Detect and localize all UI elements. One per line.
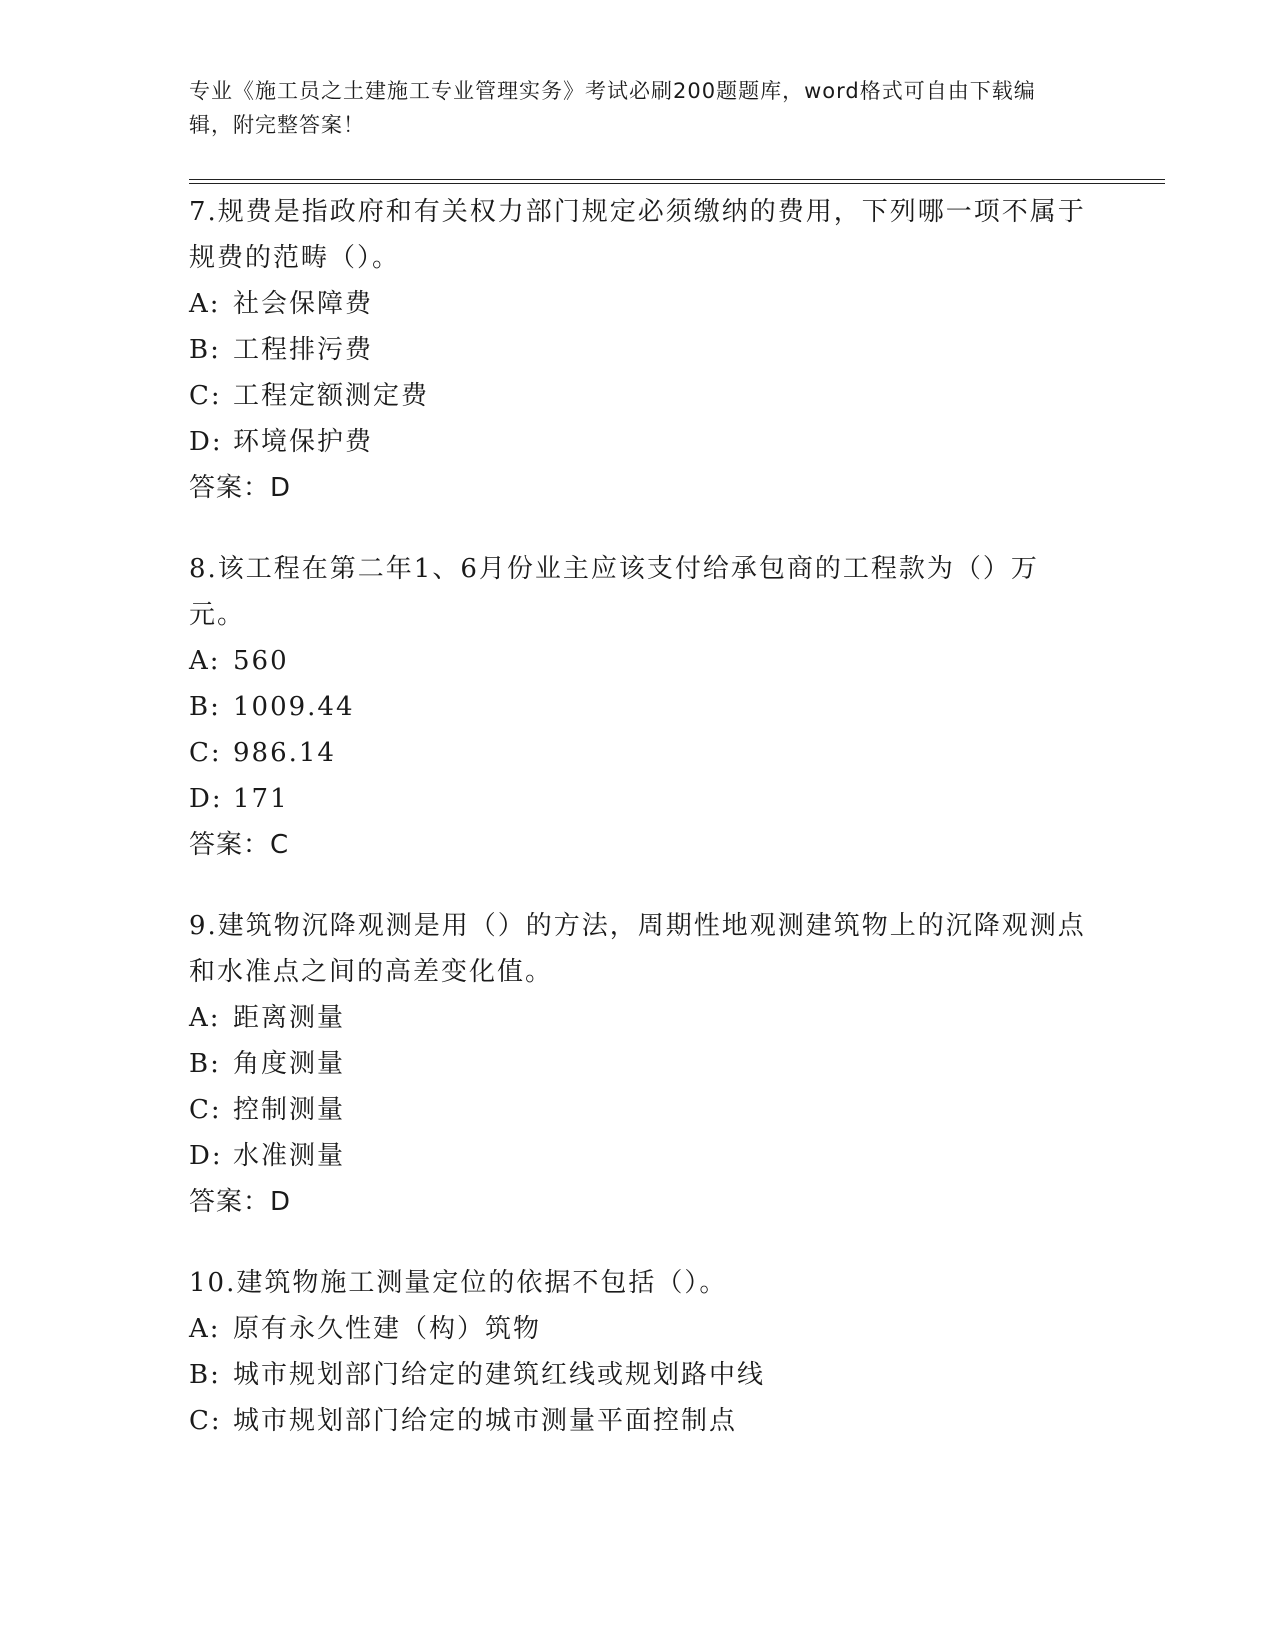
option-c	[189, 1087, 1089, 1133]
header-divider-line	[189, 179, 1165, 180]
option-b	[189, 1041, 1089, 1087]
question-stem: 7.规费是指政府和有关权力部门规定必须缴纳的费用，下列哪一项不属于规费的范畴（）。	[189, 197, 1086, 273]
option-key: C:	[189, 381, 222, 411]
option-text: 工程定额测定费	[233, 381, 430, 411]
option-text: 社会保障费	[233, 289, 374, 319]
option-a	[189, 281, 1089, 327]
option-b	[189, 1352, 1089, 1398]
option-text: 工程排污费	[233, 335, 374, 365]
option-key: B:	[189, 1360, 221, 1390]
question-item	[189, 1260, 1089, 1444]
option-key: A:	[189, 289, 221, 319]
option-text: 1009.44	[233, 692, 355, 722]
option-c	[189, 1398, 1089, 1444]
question-item	[189, 189, 1089, 511]
option-key: B:	[189, 692, 221, 722]
header-divider-line	[189, 183, 1165, 184]
option-text: 角度测量	[233, 1049, 346, 1079]
option-key: A:	[189, 1003, 221, 1033]
option-text: 距离测量	[233, 1003, 346, 1033]
option-key: B:	[189, 1049, 221, 1079]
option-text: 560	[233, 646, 289, 676]
option-a	[189, 1306, 1089, 1352]
question-item	[189, 546, 1089, 868]
option-key: A:	[189, 646, 221, 676]
option-d	[189, 776, 1089, 822]
option-key: C:	[189, 1095, 222, 1125]
option-key: C:	[189, 1406, 222, 1436]
answer-label: 答案：D	[189, 1187, 292, 1217]
option-key: B:	[189, 335, 221, 365]
option-b	[189, 327, 1089, 373]
option-b	[189, 684, 1089, 730]
option-key: A:	[189, 1314, 221, 1344]
option-c	[189, 730, 1089, 776]
option-key: C:	[189, 738, 222, 768]
option-a	[189, 995, 1089, 1041]
document-header: 专业《施工员之土建施工专业管理实务》考试必刷200题题库，word格式可自由下载编辑，附完整答案！	[189, 79, 1036, 137]
option-text: 城市规划部门给定的建筑红线或规划路中线	[233, 1360, 766, 1390]
option-text: 原有永久性建（构）筑物	[233, 1314, 542, 1344]
option-d	[189, 419, 1089, 465]
option-text: 环境保护费	[233, 427, 374, 457]
option-text: 171	[233, 784, 289, 814]
option-text: 控制测量	[233, 1095, 346, 1125]
option-key: D:	[189, 427, 223, 457]
option-a	[189, 638, 1089, 684]
question-stem: 8.该工程在第二年1、6月份业主应该支付给承包商的工程款为（）万元。	[189, 554, 1039, 630]
option-key: D:	[189, 1141, 223, 1171]
answer-label: 答案：D	[189, 473, 292, 503]
option-c	[189, 373, 1089, 419]
option-text: 水准测量	[233, 1141, 346, 1171]
question-list	[189, 189, 1089, 1479]
question-stem: 10.建筑物施工测量定位的依据不包括（）。	[189, 1268, 728, 1298]
option-d	[189, 1133, 1089, 1179]
option-text: 城市规划部门给定的城市测量平面控制点	[233, 1406, 738, 1436]
question-stem: 9.建筑物沉降观测是用（）的方法，周期性地观测建筑物上的沉降观测点和水准点之间的高差变化值。	[189, 911, 1086, 987]
answer-label: 答案：C	[189, 830, 290, 860]
option-text: 986.14	[233, 738, 336, 768]
question-item	[189, 903, 1089, 1225]
option-key: D:	[189, 784, 223, 814]
